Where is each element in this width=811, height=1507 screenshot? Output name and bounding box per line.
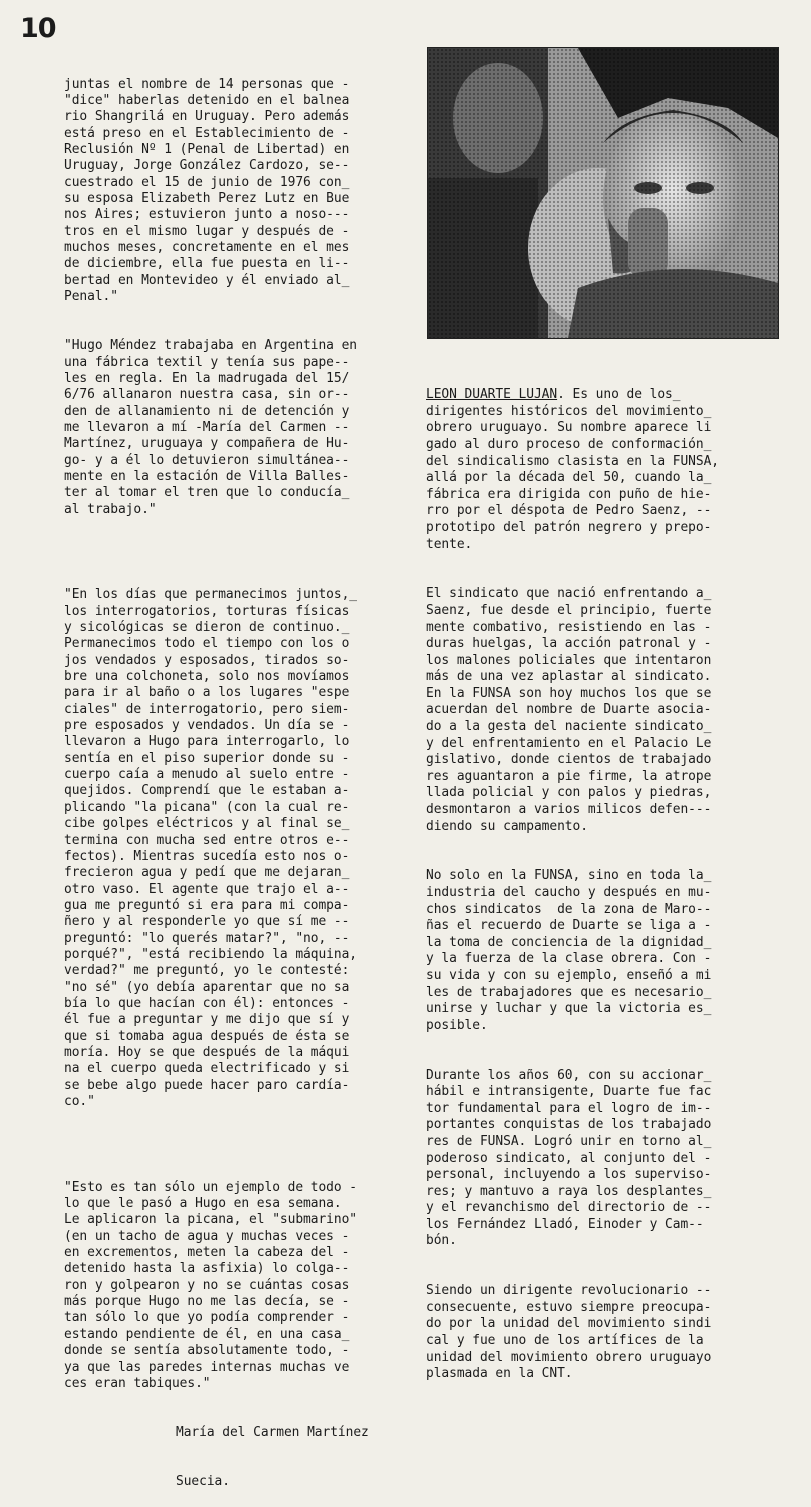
paragraph: "Hugo Méndez trabajaba en Argentina en una fábrica textil y tenía sus pape-- les en regla. En la madrugada del 15/ 6/76 allanaron nuestra casa, sin or-- den de allanamiento ni de detención y me llevaron a mí -María del Carmen -- Martínez, uruguaya y compañera de Hu- go- y a él lo detuvieron simultánea-- mente en la estación de Villa Balles- ter al tomar el tren que lo conducía_ al trabajo." (64, 338, 358, 517)
paragraph: . Es uno de los_ dirigentes históricos del movimiento_ obrero uruguayo. Su nombre aparece li gado al duro proceso de conformación_ del sindicalismo clasista en la FUNSA, allá por la década del 50, cuando la_ fábrica era dirigida con puño de hie- rro por el déspota de Pedro Saenz, -- prototipo del patrón negrero y prepo- tente. (426, 387, 720, 552)
paragraph: No solo en la FUNSA, sino en toda la_ industria del caucho y después en mu- chos sindicatos de la zona de Maro-- ñas el recuerdo de Duarte se liga a - la toma de conciencia de la dignidad_ y la fuerza de la clase obrera. Con - su vida y con su ejemplo, enseñó a mi les de trabajadores que es necesario_ unirse y luchar y que la victoria es_ posible. (426, 868, 712, 1033)
page-number: 10 (20, 13, 56, 44)
heading-name: LEON DUARTE LUJAN (426, 387, 558, 403)
paragraph: El sindicato que nació enfrentando a_ Saenz, fue desde el principio, fuerte mente combativo, resistiendo en las - duras huelgas, la acción patronal y - los malones policiales que intentaron más de una vez aplastar al sindicato. En la FUNSA son hoy muchos los que se acuerdan del nombre de Duarte asocia- do a la gesta del naciente sindicato_ y del enfrentamiento en el Palacio Le gislativo, donde cientos de trabajado res aguantaron a pie firme, la atrope llada policial y con palos y piedras, desmontaron a varios milicos defen--- diendo su campamento. (426, 586, 712, 834)
paragraph: "En los días que permanecimos juntos,_ los interrogatorios, torturas físicas y sicológicas se dieron de continuo._ Permanecimos todo el tiempo con los o jos vendados y esposados, tirados so- bre una colchoneta, solo nos movíamos para ir al baño o a los lugares "espe ciales" de interrogatorio, pero siem- pre esposados y vendados. Un día se - llevaron a Hugo para interrogarlo, lo sentía en el piso superior donde su - cuerpo caía a menudo al suelo entre - quejidos. Comprendí que le estaban a- plicando "la picana" (con la cual re- cibe golpes eléctricos y al final se_ termina con mucha sed entre otros e-- fectos). Mientras sucedía esto nos o- frecieron agua y pedí que me dejaran_ otro vaso. El agente que trajo el a-- gua me preguntó si era para mi compa- ñero y al responderle yo que sí me -- preguntó: "lo querés matar?", "no, -- porqué?", "está recibiendo la máquina, verdad?" me preguntó, yo le contesté: "no sé" (yo debía aparentar que no sa bía lo que hacían con él): entonces - él fue a preguntar y me dijo que sí y que si tomaba agua después de ésta se moría. Hoy se que después de la máqui na el cuerpo queda electrificado y si se bebe algo puede hacer paro cardía- co." (64, 587, 358, 1109)
signature-place: Suecia. (176, 1473, 230, 1489)
portrait-photo (427, 47, 779, 339)
paragraph: "Esto es tan sólo un ejemplo de todo - lo que le pasó a Hugo en esa semana. Le aplicaron la picana, el "submarino" (en un tacho de agua y muchas veces - en excrementos, meten la cabeza del - detenido hasta la asfixia) lo colga-- ron y golpearon y no se cuántas cosas más porque Hugo no me las decía, se - tan sólo lo que yo podía comprender - estando pendiente de él, en una casa_ donde se sentía absolutamente todo, - ya que las paredes internas muchas ve ces eran tabiques." (64, 1179, 358, 1391)
paragraph: Durante los años 60, con su accionar_ hábil e intransigente, Duarte fue fac tor fundamental para el logro de im-- portantes conquistas de los trabajado res de FUNSA. Logró unir en torno al_ poderoso sindicato, al conjunto del - personal, incluyendo a los superviso- res; y mantuvo a raya los desplantes_ y el revanchismo del directorio de -- los Fernández Lladó, Einoder y Cam-- bón. (426, 1067, 712, 1249)
left-column (64, 44, 416, 1507)
right-column (426, 354, 786, 1399)
biography-intro (426, 387, 786, 553)
signature-name: María del Carmen Martínez (176, 1424, 369, 1440)
paragraph: Siendo un dirigente revolucionario -- consecuente, estuvo siempre preocupa- do por la unidad del movimiento sindi cal y fue uno de los artífices de la unidad del movimiento obrero uruguayo plasmada en la CNT. (426, 1283, 712, 1382)
paragraph: juntas el nombre de 14 personas que - "dice" haberlas detenido en el balnea rio Shangrilá en Uruguay. Pero además está preso en el Establecimiento de - Reclusión Nº 1 (Penal de Libertad) en Uruguay, Jorge González Cardozo, se-- cuestrado el 15 de junio de 1976 con_ su esposa Elizabeth Perez Lutz en Bue nos Aires; estuvieron junto a noso--- tros en el mismo lugar y después de - muchos meses, concretamente en el mes de diciembre, ella fue puesta en li-- bertad en Montevideo y él enviado al_ Penal." (64, 76, 350, 305)
